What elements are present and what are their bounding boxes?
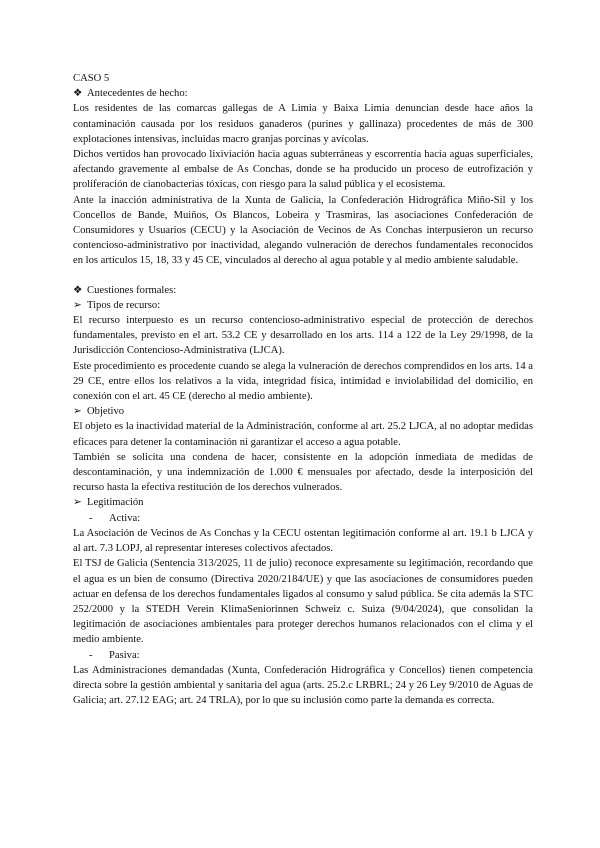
paragraph: Este procedimiento es procedente cuando se alega la vulneración de derechos comprendidos en los arts. 14 a 29 CE, entre ellos los relativos a la vida, integridad física, intimidad e inviolabilidad del domicilio, en conexión con el art. 45 CE (derecho al medio ambiente). xyxy=(73,360,533,403)
arrow-bullet-icon: ➢ xyxy=(73,299,82,311)
subheading-legitimacion xyxy=(73,495,533,510)
section-heading-text: Cuestiones formales: xyxy=(87,284,177,296)
list-item-text: Activa: xyxy=(109,512,141,524)
paragraph: También se solicita una condena de hacer, consistente en la adopción inmediata de medidas de descontaminación, y una indemnización de 1.000 € mensuales por afectado, desde la interposición del recurso hasta la efectiva restitución de los derechos vulnerados. xyxy=(73,451,533,494)
paragraph: El objeto es la inactividad material de la Administración, conforme al art. 25.2 LJCA, al no adoptar medidas eficaces para detener la contaminación ni garantizar el acceso a agua potable. xyxy=(73,421,533,448)
paragraph: Las Administraciones demandadas (Xunta, Confederación Hidrográfica y Concellos) tienen competencia directa sobre la gestión ambiental y sanitaria del agua (arts. 25.2.c LRBRL; 24 y 26 Ley 9/2010 de Aguas de Galicia; art. 27.12 EAG; art. 24 TRLA), por lo que su inclusión como parte la demanda es correcta. xyxy=(73,664,533,707)
paragraph: Ante la inacción administrativa de la Xunta de Galicia, la Confederación Hidrográfica Miño-Sil y los Concellos de Bande, Muiños, Os Blancos, Lobeira y Trasmiras, las asociaciones Confederación de Consumidores y Usuarios (CECU) y la Asociación de Vecinos de As Conchas interpusieron un recurso contencioso-administrativo por inactividad, alegando vulneración de derechos fundamentales reconocidos en los artículos 15, 18, 33 y 45 CE, vinculados al derecho al agua potable y al medio ambiente saludable. xyxy=(73,194,533,267)
subheading-tipos xyxy=(73,298,533,313)
paragraph: El TSJ de Galicia (Sentencia 313/2025, 11 de julio) reconoce expresamente su legitimación, recordando que el agua es un bien de consumo (Directiva 2020/2184/UE) y que las asociaciones de consumidores pueden actuar en defensa de los derechos fundamentales ligados al consumo y salud pública. Se cita además la STC 252/2000 y la STEDH Verein KlimaSeniorinnen Schweiz c. Suiza (9/04/2024), que consolidan la legitimación de asociaciones ambientales para proteger derechos humanos relacionados con el clima y el medio ambiente. xyxy=(73,558,533,646)
arrow-bullet-icon: ➢ xyxy=(73,497,82,509)
list-item-activa xyxy=(73,511,533,526)
list-item-pasiva xyxy=(73,648,533,663)
dash-bullet-icon: - xyxy=(89,649,93,661)
section-heading-antecedentes xyxy=(73,86,533,101)
subheading-objetivo xyxy=(73,404,533,419)
paragraph: Los residentes de las comarcas gallegas de A Limia y Baixa Limia denuncian desde hace años la contaminación causada por los residuos ganaderos (purines y gallinaza) procedentes de más de 300 explotaciones intensivas, incluidas macro granjas porcinas y avícolas. xyxy=(73,103,533,145)
diamond-bullet-icon: ❖ xyxy=(73,88,83,100)
diamond-bullet-icon: ❖ xyxy=(73,284,83,296)
subheading-text: Objetivo xyxy=(87,406,125,418)
subheading-text: Tipos de recurso: xyxy=(87,299,161,311)
paragraph: Dichos vertidos han provocado lixiviación hacia aguas subterráneas y escorrentía hacia aguas superficiales, afectando gravemente al embalse de As Conchas, donde se ha producido un proceso de eutrofización y proliferación de cianobacterias tóxicas, con riesgo para la salud pública y el ecosistema. xyxy=(73,149,533,191)
document-body xyxy=(73,71,533,708)
section-heading-cuestiones xyxy=(73,283,533,298)
subheading-text: Legitimación xyxy=(87,497,144,509)
paragraph: La Asociación de Vecinos de As Conchas y la CECU ostentan legitimación conforme al art. 19.1 b LJCA y al art. 7.3 LOPJ, al representar intereses colectivos afectados. xyxy=(73,527,533,555)
section-heading-text: Antecedentes de hecho: xyxy=(87,88,188,100)
list-item-text: Pasiva: xyxy=(109,649,140,661)
spacer xyxy=(73,269,533,283)
paragraph: El recurso interpuesto es un recurso contencioso-administrativo especial de protección de derechos fundamentales, previsto en el art. 53.2 CE y desarrollado en los arts. 114 a 122 de la Ley 29/1998, de la Jurisdicción Contencioso-Administrativa (LJCA). xyxy=(73,315,533,357)
arrow-bullet-icon: ➢ xyxy=(73,406,82,418)
dash-bullet-icon: - xyxy=(89,512,93,524)
case-title: CASO 5 xyxy=(73,73,110,84)
